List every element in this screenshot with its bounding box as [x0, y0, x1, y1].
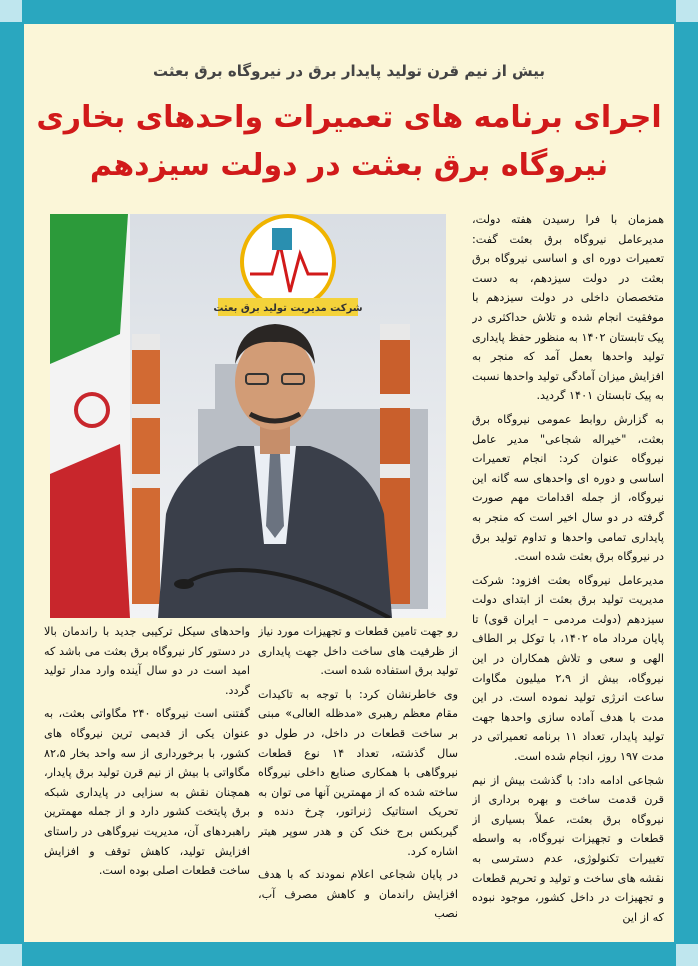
logo-caption: شرکت مدیریت تولید برق بعثت: [213, 303, 363, 314]
headline-line-1: اجرای برنامه های تعمیرات واحدهای بخاری: [36, 100, 662, 135]
paragraph: مدیرعامل نیروگاه بعثت افزود: شرکت مدیریت تولید برق بعثت از ابتدای دولت سیزدهم (دولت مردمی – ایران قوی) تا پایان مرداد ماه ۱۴۰۲، با توکل بر الطاف الهی و سعی و تلاش همکاران در این نیروگاه، بیش از ۲،۹ میلیون مگاوات ساعت انرژی تولید نموده است. در این مدت با هدف آماده سازی واحدها جهت تولید پایدار، تعداد ۱۱ برنامه تعمیراتی در مدت ۱۹۷ روز، انجام شده است.: [472, 573, 664, 764]
paragraph: وی خاطرنشان کرد: با توجه به تاکیدات مقام معظم رهبری «مدظله العالی» مبنی بر ساخت قطعات در داخل، در طول دو سال گذشته، تعداد ۱۴ نوع قطعات نیروگاهی با همکاری صنایع داخلی نیروگاه ساخته شده که از مهمترین آنها می توان به تحریک استاتیک ژنراتور، چرخ دنده و گیربکس برج خنک کن و هدر سوپر هیتر اشاره کرد.: [258, 687, 458, 858]
director-photo: [50, 214, 446, 618]
kicker: بیش از نیم قرن تولید پایدار برق در نیروگاه برق بعثت: [152, 62, 546, 80]
paragraph: در پایان شجاعی اعلام نمودند که با هدف افزایش راندمان و کاهش مصرف آب، نصب: [258, 868, 458, 921]
headline-line-2: نیروگاه برق بعثت در دولت سیزدهم: [89, 148, 609, 183]
article-column-middle: [258, 622, 458, 934]
frame-corner: [676, 0, 698, 22]
paragraph: شجاعی ادامه داد: با گذشت بیش از نیم قرن قدمت ساخت و بهره برداری از نیروگاه برق بعثت، عملاً بسیاری از قطعات و تجهیزات نیروگاه، به واسطه تغییرات تکنولوژی، عدم دسترسی به نقشه های ساخت و تولید و تحریم قطعات و تجهیزات در داخل کشور، موجود نبوده که از این: [472, 773, 664, 924]
paragraph: همزمان با فرا رسیدن هفته دولت، مدیرعامل نیروگاه برق بعثت گفت: تعمیرات دوره ای و اساسی نیروگاه برق بعثت در دولت سیزدهم، به دست متخصصان داخلی در دولت سیزدهم با موفقیت انجام شده و تلاش حداکثری در پیک تابستان ۱۴۰۲ به منظور حفظ پایداری تولید واحدها بعمل آمد که منجر به افزایش میزان آمادگی تولید واحدها نسبت به پیک تابستان ۱۴۰۱ گردید.: [472, 213, 664, 403]
paragraph: گفتنی است نیروگاه ۲۴۰ مگاواتی بعثت، به عنوان یکی از قدیمی ترین نیروگاه های کشور، با برخورداری از سه واحد بخار ۸۲،۵ مگاواتی با بیش از نیم قرن تولید برق پایدار، همچنان نقش به سزایی در پایداری شبکه برق پایتخت کشور دارد و از جمله مهمترین راهبردهای آن، مدیریت نیروگاهی در راستای افزایش تولید، کاهش توقف و افزایش ساخت قطعات اصلی بوده است.: [44, 707, 250, 878]
newspaper-page: [24, 24, 674, 942]
paragraph: واحدهای سیکل ترکیبی جدید با راندمان بالا در دستور کار نیروگاه برق بعثت می باشد که امید است در دو سال آینده وارد مدار تولید گردد.: [44, 625, 250, 697]
photo-illustration: [50, 214, 446, 618]
iran-flag: [50, 214, 130, 618]
frame-corner: [0, 0, 22, 22]
paragraph: به گزارش روابط عمومی نیروگاه برق بعثت، "خیراله شجاعی" مدیر عامل نیروگاه عنوان کرد: انجام تعمیرات اساسی و دوره ای واحدهای سه گانه این نیروگاه، از جمله اقدامات مهم صورت گرفته در دو سال اخیر است که منجر به پایداری تمامی واحدها و تداوم تولید برق در نیروگاه برق بعثت شده است.: [472, 412, 664, 564]
article-column-right: [472, 210, 664, 934]
paragraph: رو جهت تامین قطعات و تجهیزات مورد نیاز از ظرفیت های ساخت داخل جهت پایداری تولید برق استفاده شده است.: [258, 625, 458, 678]
frame-corner: [676, 944, 698, 966]
frame-corner: [0, 944, 22, 966]
article-column-left: [44, 622, 250, 934]
chimney: [132, 334, 160, 604]
headline: [24, 94, 674, 190]
